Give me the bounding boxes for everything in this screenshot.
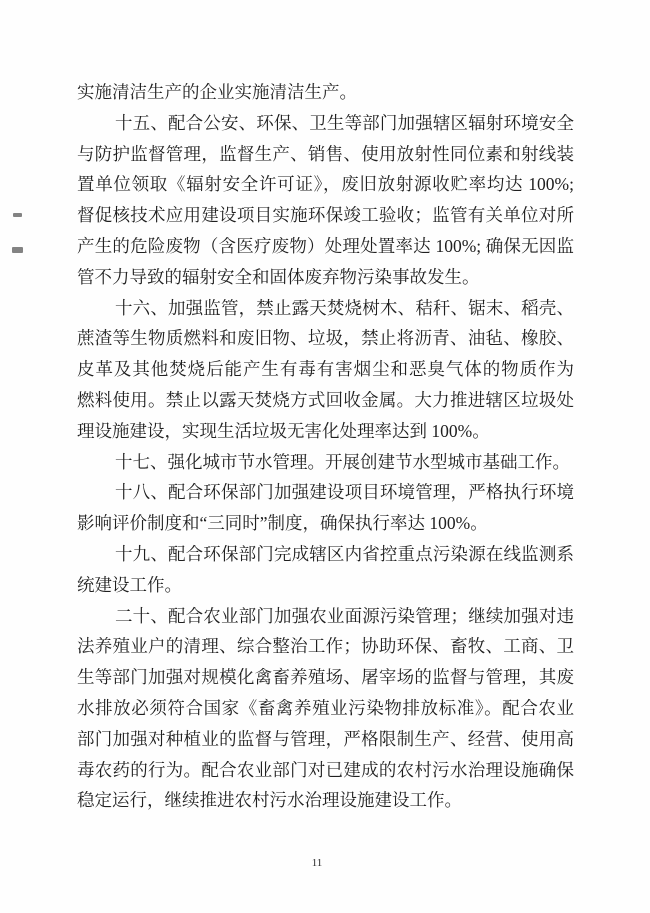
text-line: 部门加强对种植业的监督与管理，严格限制生产、经营、使用高	[77, 728, 574, 749]
text-line: 水排放必须符合国家《畜禽养殖业污染物排放标准》。配合农业	[77, 697, 574, 718]
text-line: 十六、加强监管，禁止露天焚烧树木、秸秆、锯末、稻壳、	[115, 297, 574, 318]
text-line: 毒农药的行为。配合农业部门对已建成的农村污水治理设施确保	[77, 759, 574, 780]
text-line: 法养殖业户的清理、综合整治工作；协助环保、畜牧、工商、卫	[77, 636, 574, 657]
scan-artifact-mark	[13, 213, 22, 217]
text-block	[77, 77, 574, 816]
text-line: 蔗渣等生物质燃料和废旧物、垃圾，禁止将沥青、油毡、橡胶、	[77, 328, 574, 349]
text-line: 十八、配合环保部门加强建设项目环境管理，严格执行环境	[115, 482, 574, 503]
text-line: 十五、配合公安、环保、卫生等部门加强辖区辐射环境安全	[115, 112, 574, 133]
text-line: 产生的危险废物（含医疗废物）处理处置率达 100%; 确保无因监	[77, 235, 574, 256]
text-line: 统建设工作。	[77, 574, 182, 595]
text-line: 影响评价制度和“三同时”制度，确保执行率达 100%。	[77, 513, 488, 534]
page-number: 11	[311, 857, 323, 869]
text-line: 生等部门加强对规模化禽畜养殖场、屠宰场的监督与管理，其废	[77, 667, 574, 688]
text-line: 管不力导致的辐射安全和固体废弃物污染事故发生。	[77, 266, 480, 287]
text-line: 十九、配合环保部门完成辖区内省控重点污染源在线监测系	[115, 543, 574, 564]
text-line: 燃料使用。禁止以露天焚烧方式回收金属。大力推进辖区垃圾处	[77, 389, 574, 410]
scan-artifact-mark	[12, 247, 23, 253]
text-line: 皮革及其他焚烧后能产生有毒有害烟尘和恶臭气体的物质作为	[77, 359, 574, 380]
text-line: 理设施建设，实现生活垃圾无害化处理率达到 100%。	[77, 420, 490, 441]
text-line: 十七、强化城市节水管理。开展创建节水型城市基础工作。	[115, 451, 570, 472]
text-line: 督促核技术应用建设项目实施环保竣工验收；监管有关单位对所	[77, 205, 574, 226]
text-line: 置单位领取《辐射安全许可证》，废旧放射源收贮率均达 100%;	[77, 174, 574, 195]
text-line: 与防护监督管理，监督生产、销售、使用放射性同位素和射线装	[77, 143, 574, 164]
text-line: 二十、配合农业部门加强农业面源污染管理；继续加强对违	[115, 605, 574, 626]
text-line: 实施清洁生产的企业实施清洁生产。	[77, 82, 357, 102]
text-line: 稳定运行，继续推进农村污水治理设施建设工作。	[77, 790, 462, 811]
